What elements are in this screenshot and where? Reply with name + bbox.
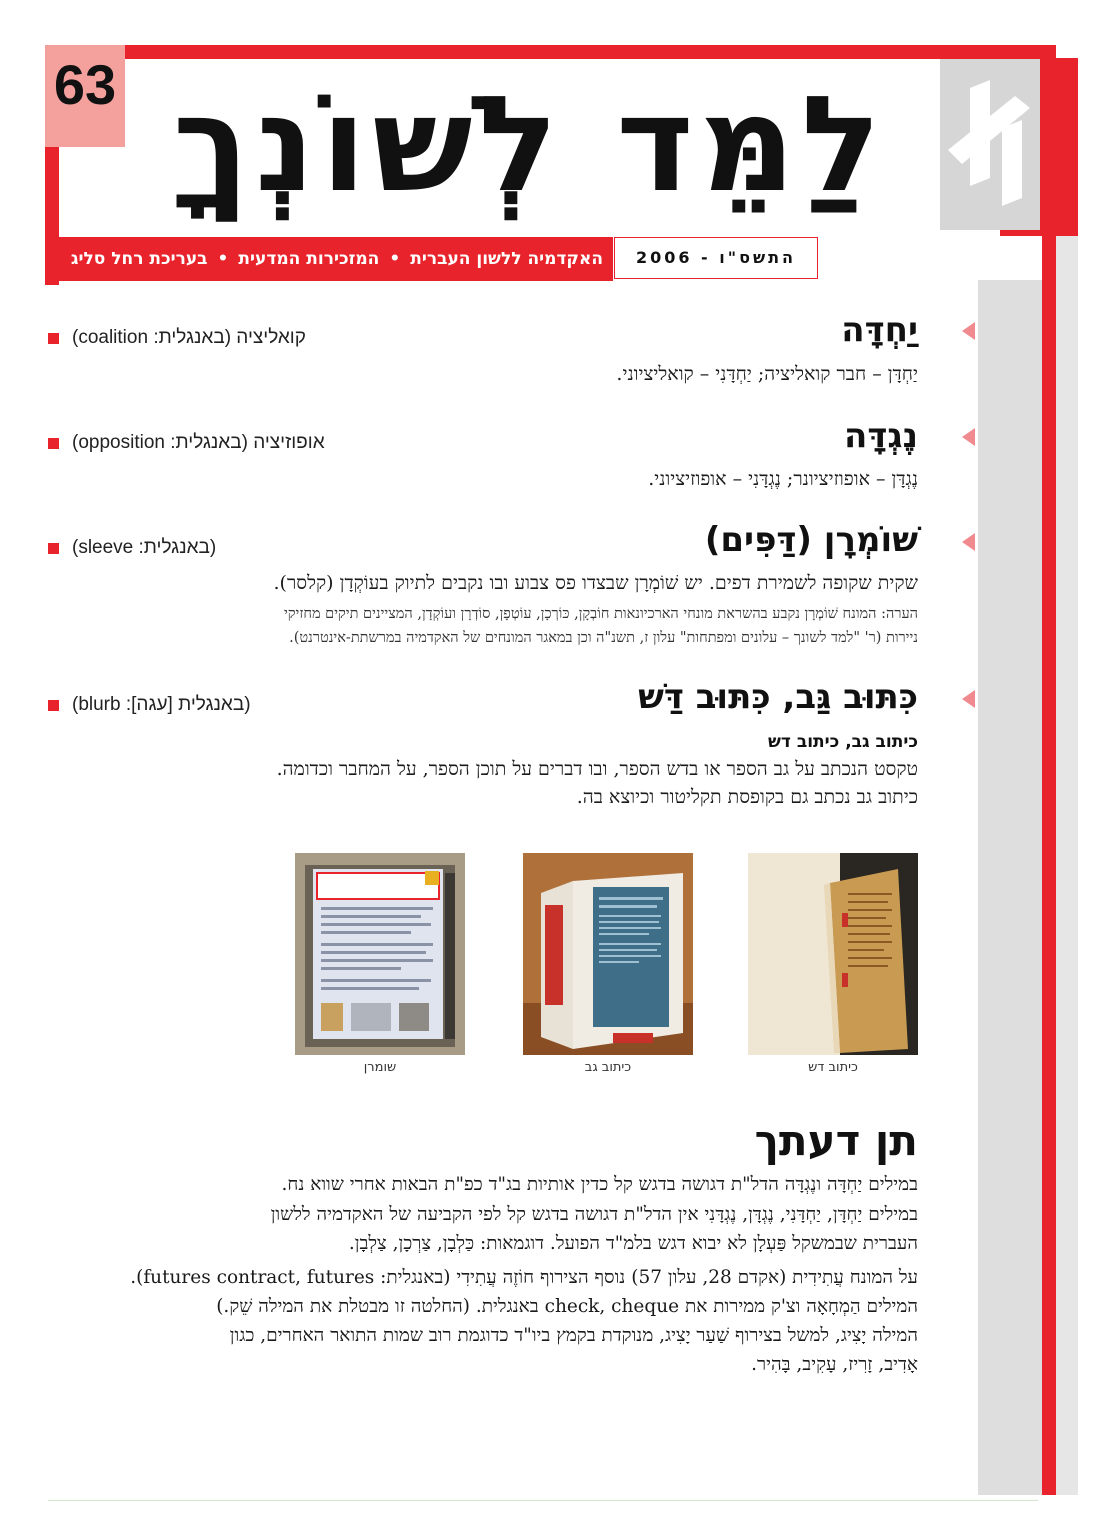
opinion-line: המילים הַמְחָאָה וצ'ק ממירות את check, cheque באנגלית. (החלטה זו מבטלת את המילה שֵׁק.) [216,1296,918,1317]
year-box: התשס"ו - 2006 [614,237,818,279]
photo-caption: כיתוב דש [808,1060,858,1075]
entry-english: אופוזיציה (באנגלית: opposition) [72,432,325,453]
side-grey-band [1056,230,1078,1495]
opinion-line: על המונח עֲתִידִית (אקדם 28, עלון 57) נוסף הצירוף חוֹזֶה עֲתִידִי (באנגלית: futures contract, futures). [130,1267,918,1288]
entry-note: ניירות (ר' "למד לשונך – עלונים ומפתחות" עלון ז, תשנ"ה וכן במאגר המונחים של האקדמיה במרשתת-אינטרנט). [289,630,918,646]
entry-line: יַחְדָּן – חבר קואליציה; יַחְדָּנִי – קואליציוני. [616,363,918,385]
opinion-line: במילים יַחְדָּן, יַחְדָּנִי, נֶגְדָּן, נֶגְדָּנִי אין הדל"ת דגושה בדגש קל לפי הקביעה של האקדמיה ללשון [270,1204,918,1225]
entry-line: טקסט הנכתב על גב הספר או בדש הספר, ובו דברים על תוכן הספר, על המחבר וכדומה. [276,758,918,780]
photo-caption: שומרן [363,1060,397,1075]
entry-line: כיתוב גב נכתב גם בקופסת תקליטור וכיוצא בה. [576,786,918,808]
entry-term: נֶגְדָּה [844,416,918,456]
entry-english: (באנגלית: sleeve) [72,537,217,558]
entry-arrow-icon [962,533,975,551]
opinion-line: העברית שבמשקל פַּעְלָן לא יבוא דגש בלמ"ד הפועל. דוגמאות: כַּלְבָן, צַרְכָן, צַלְבָן. [348,1233,918,1254]
photo-caption: כיתוב גב [584,1060,632,1075]
entry-english: קואליציה (באנגלית: coalition) [72,327,306,348]
entry-term: כִּתּוּב גַּב, כִּתּוּב דַּשׁ [638,677,918,717]
entry-line: נֶגְדָּן – אופוזיציונר; נֶגְדָּנִי – אופוזיציוני. [648,468,918,490]
entry-arrow-icon [962,690,975,708]
entry-bullet-icon [48,543,59,554]
banner-secretariat: המזכירות המדעית [238,249,380,269]
entry-note: הערה: המונח שׁוֹמְרָן נקבע בהשראת מונחי הארכיונאות חוֹבְקָן, כּוֹרְכָן, עוֹטְפָן, סוֹדְרָן ועוֹקְדָן, המציינים תיקים מחזיקי [283,606,918,622]
entry-arrow-icon [962,428,975,446]
banner-editor: בעריכת רחל סליג [70,249,208,269]
photo-flap [748,853,918,1055]
header-banner: האקדמיה ללשון העברית•המזכירות המדעית•בעריכת רחל סליג [45,237,613,281]
frame-right [1042,45,1056,1495]
entry-term: שׁוֹמְרָן (דַּפִּים) [704,520,918,560]
entry-arrow-icon [962,322,975,340]
bottom-rule [48,1500,1038,1501]
entry-term: יַחְדָּה [841,310,918,350]
photo-back-cover [523,853,693,1055]
banner-academy: האקדמיה ללשון העברית [410,249,603,269]
opinion-line: המילה יָצִיג, למשל בצירוף שַׁעַר יָצִיג, מנוקדת בקמץ ביו"ד כדוגמת רוב שמות התואר האחרים, כגון [229,1325,918,1346]
entry-bullet-icon [48,438,59,449]
issue-number: 63 [53,53,117,116]
entry-bullet-icon [48,700,59,711]
frame-top [45,45,1055,59]
entry-line: שקית שקופה לשמירת דפים. יש שׁוֹמְרָן שבצדו פס צבוע ובו נקבים לתיוק בעוֹקְדָן (קלסר). [273,572,918,594]
academy-logo-icon [940,58,1040,230]
masthead-title: לַמֵּד לְשׁוֹנְךָ [172,68,888,222]
side-grey-strip [978,280,1042,1495]
opinion-line: אָדִיב, זָרִיז, עָקִיב, בָּהִיר. [751,1354,918,1375]
photo-sleeve [295,853,465,1055]
entry-bullet-icon [48,333,59,344]
entry-english: (באנגלית [עגה]: blurb) [72,694,251,715]
section-title: תן דעתך [754,1116,918,1165]
opinion-line: במילים יַחְדָּה ונֶגְדָּה הדל"ת דגושה בדגש קל כדין אותיות בג"ד כפ"ת הבאות אחרי שווא נח. [281,1174,918,1195]
entry-subterm: כיתוב גב, כיתוב דש [768,732,918,752]
